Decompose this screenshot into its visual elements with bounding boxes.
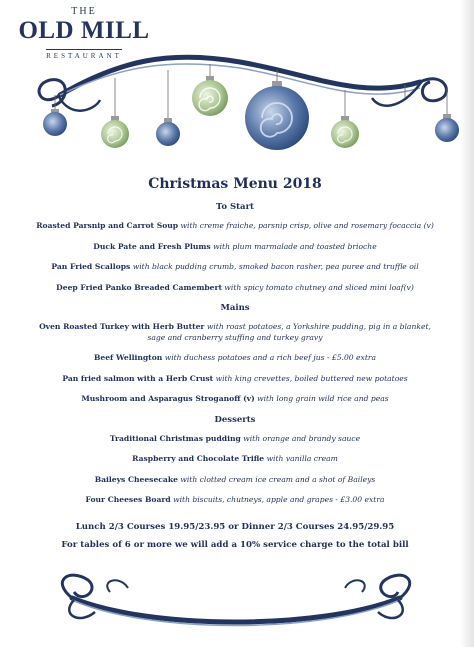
menu-item: [30, 394, 440, 405]
item-name: Duck Pate and Fresh Plums: [93, 241, 211, 251]
menu-item: [30, 353, 440, 364]
item-description: with long grain wild rice and peas: [257, 394, 389, 403]
menu-item: [30, 475, 440, 486]
item-name: Four Cheeses Board: [85, 495, 171, 504]
menu-item: [30, 221, 440, 232]
service-charge-note: For tables of 6 or more we will add a 10% service charge to the total bill: [61, 539, 409, 550]
bauble-blue-small-right: [435, 114, 459, 142]
logo-subtitle: RESTAURANT: [46, 49, 122, 61]
ribbon-footer-curl-left: [62, 575, 92, 598]
christmas-bauble-decoration: [0, 40, 474, 160]
ribbon-curl-right: [420, 79, 446, 101]
item-name: Pan Fried Scallops: [51, 262, 131, 271]
logo-the: THE: [71, 6, 97, 17]
section-title-desserts: Desserts: [214, 414, 256, 425]
menu-item: [30, 434, 440, 445]
item-name: Pan fried salmon with a Herb Crust: [62, 373, 214, 383]
menu-item: [30, 454, 440, 465]
item-description: with creme fraiche, parsnip crisp, olive and rosemary focaccia (v): [180, 221, 434, 230]
menu-item: [30, 262, 440, 273]
logo-name: OLD MILL: [18, 17, 150, 44]
item-description: with orange and brandy sauce: [243, 433, 361, 443]
item-name: Baileys Cheesecake: [94, 474, 178, 484]
menu-content: [30, 176, 440, 550]
ribbon-swag: [60, 57, 420, 95]
bauble-green-center: [192, 76, 228, 116]
item-description: with spicy tomato chutney and sliced mini loaf(v): [224, 282, 414, 292]
bauble-blue-small-center-left: [156, 118, 180, 146]
bauble-green-left: [101, 116, 129, 148]
ribbon-footer-swag: [72, 598, 400, 622]
ribbon-footer-curl-right: [381, 575, 410, 598]
menu-item: [30, 374, 440, 385]
item-description: with black pudding crumb, smoked bacon rasher, pea puree and truffle oil: [132, 262, 419, 271]
menu-item: [30, 495, 440, 506]
item-name: Oven Roasted Turkey with Herb Butter: [39, 322, 205, 331]
item-description: with plum marmalade and toasted brioche: [213, 241, 377, 251]
item-name: Beef Wellington: [93, 353, 163, 362]
item-description: with clotted cream ice cream and a shot of Baileys: [180, 474, 376, 484]
bauble-blue-small-left: [43, 109, 67, 136]
item-name: Raspberry and Chocolate Trifle: [132, 454, 265, 463]
item-name: Mushroom and Asparagus Stroganoff (v): [81, 394, 255, 403]
item-name: Deep Fried Panko Breaded Camembert: [56, 282, 222, 292]
menu-title: Christmas Menu 2018: [148, 176, 322, 192]
item-name: Roasted Parsnip and Carrot Soup: [36, 221, 179, 230]
menu-item: [30, 242, 440, 253]
pricing-line: Lunch 2/3 Courses 19.95/23.95 or Dinner 2/3 Courses 24.95/29.95: [75, 521, 395, 532]
bauble-blue-large-center: [245, 81, 309, 150]
item-description: with biscuits, chutneys, apple and grapes - £3.00 extra: [173, 495, 385, 504]
ribbon-footer-decoration: [0, 570, 474, 645]
item-description: with king crevettes, boiled buttered new potatoes: [215, 373, 408, 383]
menu-item: [30, 283, 440, 294]
section-title-mains: Mains: [220, 303, 250, 313]
menu-item: [30, 322, 440, 343]
item-description: with vanilla cream: [266, 454, 338, 463]
item-description: with duchess potatoes and a rich beef jus - £5.00 extra: [164, 353, 377, 362]
item-name: Traditional Christmas pudding: [109, 433, 241, 443]
item-description: with roast potatoes, a Yorkshire pudding, pig in a blanket, sage and cranberry stuffing and turkey gravy: [147, 322, 431, 342]
bauble-green-right: [331, 116, 359, 148]
section-title-starters: To Start: [216, 202, 254, 212]
